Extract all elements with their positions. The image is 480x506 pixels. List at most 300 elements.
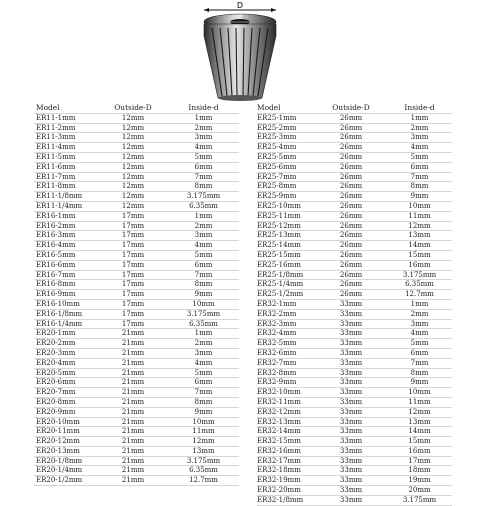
outside-diameter-cell: 21mm bbox=[121, 417, 145, 426]
outside-diameter-cell: 21mm bbox=[121, 476, 145, 485]
inside-diameter-cell: 1mm bbox=[410, 113, 429, 122]
model-cell: ER20-6mm bbox=[36, 378, 76, 387]
inside-diameter-cell: 6mm bbox=[410, 348, 429, 357]
table-row bbox=[34, 339, 239, 349]
table-header-row bbox=[34, 104, 239, 113]
inside-diameter-cell: 2mm bbox=[194, 339, 213, 348]
table-row bbox=[257, 407, 452, 417]
outside-diameter-cell: 33mm bbox=[339, 417, 363, 426]
inside-diameter-cell: 1mm bbox=[194, 329, 213, 338]
outside-diameter-cell: 26mm bbox=[339, 211, 363, 220]
model-cell: ER32-3mm bbox=[257, 319, 297, 328]
inside-diameter-cell: 10mm bbox=[192, 417, 215, 426]
table-row bbox=[257, 368, 452, 378]
inside-diameter-cell: 16mm bbox=[408, 446, 431, 455]
model-cell: ER11-1/8mm bbox=[36, 192, 83, 201]
model-cell: ER25-14mm bbox=[257, 241, 301, 250]
inside-diameter-cell: 7mm bbox=[194, 172, 213, 181]
outside-diameter-cell: 12mm bbox=[121, 133, 145, 142]
model-cell: ER20-12mm bbox=[36, 437, 80, 446]
outside-diameter-cell: 21mm bbox=[121, 388, 145, 397]
inside-diameter-cell: 6mm bbox=[194, 260, 213, 269]
outside-diameter-cell: 26mm bbox=[339, 172, 363, 181]
outside-diameter-cell: 33mm bbox=[339, 299, 363, 308]
outside-diameter-cell: 12mm bbox=[121, 162, 145, 171]
table-row bbox=[34, 329, 239, 339]
outside-diameter-cell: 12mm bbox=[121, 182, 145, 191]
outside-diameter-cell: 26mm bbox=[339, 260, 363, 269]
model-cell: ER16-1/4mm bbox=[36, 319, 83, 328]
table-row bbox=[257, 172, 452, 182]
model-cell: ER20-4mm bbox=[36, 358, 76, 367]
column-header-inside: Inside-d bbox=[404, 104, 435, 112]
table-row bbox=[34, 221, 239, 231]
outside-diameter-cell: 26mm bbox=[339, 113, 363, 122]
model-cell: ER20-8mm bbox=[36, 397, 76, 406]
inside-diameter-cell: 10mm bbox=[408, 201, 431, 210]
model-cell: ER25-1/8mm bbox=[257, 270, 304, 279]
outside-diameter-cell: 17mm bbox=[121, 290, 145, 299]
outside-diameter-cell: 26mm bbox=[339, 162, 363, 171]
outside-diameter-cell: 33mm bbox=[339, 456, 363, 465]
table-row bbox=[34, 143, 239, 153]
inside-diameter-cell: 3mm bbox=[194, 133, 213, 142]
inside-diameter-cell: 6mm bbox=[194, 162, 213, 171]
table-row bbox=[34, 270, 239, 280]
outside-diameter-cell: 33mm bbox=[339, 368, 363, 377]
inside-diameter-cell: 1mm bbox=[194, 211, 213, 220]
inside-diameter-cell: 16mm bbox=[408, 260, 431, 269]
inside-diameter-cell: 1mm bbox=[410, 299, 429, 308]
column-header-model: Model bbox=[257, 104, 281, 112]
outside-diameter-cell: 33mm bbox=[339, 407, 363, 416]
table-row bbox=[34, 133, 239, 143]
outside-diameter-cell: 21mm bbox=[121, 378, 145, 387]
outside-diameter-cell: 33mm bbox=[339, 358, 363, 367]
model-cell: ER32-6mm bbox=[257, 348, 297, 357]
outer-dimension-label: D bbox=[236, 1, 244, 10]
outside-diameter-cell: 26mm bbox=[339, 143, 363, 152]
model-cell: ER32-4mm bbox=[257, 329, 297, 338]
table-row bbox=[34, 299, 239, 309]
outside-diameter-cell: 12mm bbox=[121, 201, 145, 210]
inside-diameter-cell: 8mm bbox=[410, 368, 429, 377]
table-row bbox=[257, 456, 452, 466]
table-row bbox=[257, 133, 452, 143]
outside-diameter-cell: 33mm bbox=[339, 486, 363, 495]
outside-diameter-cell: 21mm bbox=[121, 397, 145, 406]
outside-diameter-cell: 17mm bbox=[121, 231, 145, 240]
outside-diameter-cell: 26mm bbox=[339, 270, 363, 279]
inside-diameter-cell: 13mm bbox=[408, 231, 431, 240]
model-cell: ER25-8mm bbox=[257, 182, 297, 191]
table-row bbox=[34, 241, 239, 251]
inside-diameter-cell: 4mm bbox=[410, 143, 429, 152]
inside-diameter-cell: 4mm bbox=[410, 329, 429, 338]
model-cell: ER16-5mm bbox=[36, 250, 76, 259]
table-row bbox=[34, 456, 239, 466]
model-cell: ER20-11mm bbox=[36, 427, 80, 436]
model-cell: ER32-19mm bbox=[257, 476, 301, 485]
model-cell: ER25-1/2mm bbox=[257, 290, 304, 299]
table-row bbox=[257, 250, 452, 260]
table-row bbox=[34, 309, 239, 319]
inside-diameter-cell: 2mm bbox=[410, 123, 429, 132]
model-cell: ER32-14mm bbox=[257, 427, 301, 436]
model-cell: ER25-1mm bbox=[257, 113, 297, 122]
collet-image bbox=[190, 0, 290, 103]
inside-diameter-cell: 19mm bbox=[408, 476, 431, 485]
inside-diameter-cell: 14mm bbox=[408, 427, 431, 436]
outside-diameter-cell: 17mm bbox=[121, 309, 145, 318]
model-cell: ER32-12mm bbox=[257, 407, 301, 416]
inside-diameter-cell: 11mm bbox=[408, 211, 431, 220]
inside-diameter-cell: 3.175mm bbox=[186, 192, 221, 201]
table-row bbox=[34, 260, 239, 270]
outside-diameter-cell: 26mm bbox=[339, 201, 363, 210]
table-row bbox=[257, 113, 452, 123]
outside-diameter-cell: 21mm bbox=[121, 348, 145, 357]
inside-diameter-cell: 8mm bbox=[410, 182, 429, 191]
outside-diameter-cell: 26mm bbox=[339, 192, 363, 201]
outside-diameter-cell: 26mm bbox=[339, 182, 363, 191]
outside-diameter-cell: 33mm bbox=[339, 378, 363, 387]
table-row bbox=[257, 486, 452, 496]
table-row bbox=[257, 329, 452, 339]
table-row bbox=[34, 437, 239, 447]
inside-diameter-cell: 3.175mm bbox=[186, 456, 221, 465]
inside-diameter-cell: 6.35mm bbox=[189, 201, 218, 210]
inside-diameter-cell: 17mm bbox=[408, 456, 431, 465]
table-row bbox=[257, 231, 452, 241]
model-cell: ER11-5mm bbox=[36, 152, 76, 161]
model-cell: ER11-1/4mm bbox=[36, 201, 83, 210]
outside-diameter-cell: 33mm bbox=[339, 319, 363, 328]
inside-diameter-cell: 2mm bbox=[410, 309, 429, 318]
model-cell: ER16-10mm bbox=[36, 299, 80, 308]
model-cell: ER16-3mm bbox=[36, 231, 76, 240]
outside-diameter-cell: 17mm bbox=[121, 211, 145, 220]
inside-diameter-cell: 3.175mm bbox=[402, 270, 437, 279]
table-row bbox=[257, 201, 452, 211]
table-row bbox=[257, 339, 452, 349]
outside-diameter-cell: 17mm bbox=[121, 221, 145, 230]
inside-diameter-cell: 7mm bbox=[194, 270, 213, 279]
outside-diameter-cell: 26mm bbox=[339, 133, 363, 142]
inside-diameter-cell: 8mm bbox=[194, 280, 213, 289]
outside-diameter-cell: 12mm bbox=[121, 152, 145, 161]
inside-diameter-cell: 8mm bbox=[194, 397, 213, 406]
table-row bbox=[34, 231, 239, 241]
table-header-row bbox=[257, 104, 452, 113]
inside-diameter-cell: 5mm bbox=[194, 368, 213, 377]
model-cell: ER25-1/4mm bbox=[257, 280, 304, 289]
inside-diameter-cell: 14mm bbox=[408, 241, 431, 250]
model-cell: ER11-6mm bbox=[36, 162, 76, 171]
inside-diameter-cell: 11mm bbox=[192, 427, 215, 436]
model-cell: ER32-20mm bbox=[257, 486, 301, 495]
model-cell: ER32-9mm bbox=[257, 378, 297, 387]
table-row bbox=[34, 446, 239, 456]
table-row bbox=[257, 192, 452, 202]
outside-diameter-cell: 33mm bbox=[339, 437, 363, 446]
table-row bbox=[34, 407, 239, 417]
inside-diameter-cell: 3.175mm bbox=[186, 309, 221, 318]
outside-diameter-cell: 12mm bbox=[121, 143, 145, 152]
model-cell: ER25-7mm bbox=[257, 172, 297, 181]
model-cell: ER32-8mm bbox=[257, 368, 297, 377]
table-row bbox=[257, 397, 452, 407]
model-cell: ER25-2mm bbox=[257, 123, 297, 132]
collet-illustration bbox=[190, 0, 290, 103]
outside-diameter-cell: 26mm bbox=[339, 152, 363, 161]
table-row bbox=[34, 368, 239, 378]
table-row bbox=[34, 466, 239, 476]
table-row bbox=[257, 162, 452, 172]
table-row bbox=[34, 417, 239, 427]
outside-diameter-cell: 17mm bbox=[121, 270, 145, 279]
model-cell: ER16-1mm bbox=[36, 211, 76, 220]
model-cell: ER20-9mm bbox=[36, 407, 76, 416]
inside-diameter-cell: 2mm bbox=[194, 123, 213, 132]
outside-diameter-cell: 21mm bbox=[121, 437, 145, 446]
model-cell: ER16-8mm bbox=[36, 280, 76, 289]
inside-diameter-cell: 12.7mm bbox=[189, 476, 218, 485]
outside-diameter-cell: 21mm bbox=[121, 368, 145, 377]
table-row bbox=[34, 358, 239, 368]
table-row bbox=[257, 299, 452, 309]
model-cell: ER32-10mm bbox=[257, 388, 301, 397]
inside-diameter-cell: 12mm bbox=[408, 221, 431, 230]
column-header-inside: Inside-d bbox=[188, 104, 219, 112]
table-row bbox=[257, 495, 452, 505]
model-cell: ER25-13mm bbox=[257, 231, 301, 240]
table-row bbox=[34, 172, 239, 182]
inner-dimension-label: d bbox=[238, 14, 242, 21]
model-cell: ER16-2mm bbox=[36, 221, 76, 230]
outside-diameter-cell: 21mm bbox=[121, 466, 145, 475]
table-row bbox=[257, 290, 452, 300]
model-cell: ER20-5mm bbox=[36, 368, 76, 377]
outside-diameter-cell: 21mm bbox=[121, 427, 145, 436]
inside-diameter-cell: 18mm bbox=[408, 466, 431, 475]
outside-diameter-cell: 33mm bbox=[339, 427, 363, 436]
outside-diameter-cell: 26mm bbox=[339, 123, 363, 132]
inside-diameter-cell: 4mm bbox=[194, 241, 213, 250]
column-header-outside: Outside-D bbox=[332, 104, 370, 112]
table-row bbox=[257, 309, 452, 319]
outside-diameter-cell: 33mm bbox=[339, 476, 363, 485]
outside-diameter-cell: 33mm bbox=[339, 397, 363, 406]
table-row bbox=[34, 182, 239, 192]
spec-table-right bbox=[257, 104, 452, 506]
model-cell: ER25-16mm bbox=[257, 260, 301, 269]
inside-diameter-cell: 20mm bbox=[408, 486, 431, 495]
model-cell: ER32-13mm bbox=[257, 417, 301, 426]
outside-diameter-cell: 17mm bbox=[121, 260, 145, 269]
table-row bbox=[34, 397, 239, 407]
inside-diameter-cell: 11mm bbox=[408, 397, 431, 406]
table-row bbox=[257, 211, 452, 221]
table-row bbox=[34, 280, 239, 290]
model-cell: ER11-4mm bbox=[36, 143, 76, 152]
model-cell: ER32-16mm bbox=[257, 446, 301, 455]
inside-diameter-cell: 2mm bbox=[194, 221, 213, 230]
model-cell: ER16-4mm bbox=[36, 241, 76, 250]
table-row bbox=[257, 476, 452, 486]
column-header-model: Model bbox=[36, 104, 60, 112]
inside-diameter-cell: 9mm bbox=[194, 407, 213, 416]
outside-diameter-cell: 17mm bbox=[121, 241, 145, 250]
table-row bbox=[34, 192, 239, 202]
inside-diameter-cell: 4mm bbox=[194, 358, 213, 367]
model-cell: ER16-9mm bbox=[36, 290, 76, 299]
outside-diameter-cell: 33mm bbox=[339, 446, 363, 455]
inside-diameter-cell: 13mm bbox=[192, 446, 215, 455]
model-cell: ER32-15mm bbox=[257, 437, 301, 446]
outside-diameter-cell: 12mm bbox=[121, 172, 145, 181]
inside-diameter-cell: 1mm bbox=[194, 113, 213, 122]
model-cell: ER25-3mm bbox=[257, 133, 297, 142]
outside-diameter-cell: 21mm bbox=[121, 358, 145, 367]
model-cell: ER11-2mm bbox=[36, 123, 76, 132]
spec-table-left bbox=[34, 104, 239, 486]
inside-diameter-cell: 6mm bbox=[194, 378, 213, 387]
inside-diameter-cell: 12mm bbox=[408, 407, 431, 416]
inside-diameter-cell: 3mm bbox=[194, 231, 213, 240]
model-cell: ER25-5mm bbox=[257, 152, 297, 161]
outside-diameter-cell: 26mm bbox=[339, 280, 363, 289]
table-row bbox=[257, 123, 452, 133]
table-row bbox=[257, 280, 452, 290]
outside-diameter-cell: 26mm bbox=[339, 250, 363, 259]
model-cell: ER25-12mm bbox=[257, 221, 301, 230]
inside-diameter-cell: 5mm bbox=[410, 339, 429, 348]
outside-diameter-cell: 26mm bbox=[339, 290, 363, 299]
model-cell: ER25-10mm bbox=[257, 201, 301, 210]
inside-diameter-cell: 3mm bbox=[410, 133, 429, 142]
outside-diameter-cell: 21mm bbox=[121, 329, 145, 338]
table-row bbox=[34, 378, 239, 388]
outside-diameter-cell: 21mm bbox=[121, 407, 145, 416]
model-cell: ER32-18mm bbox=[257, 466, 301, 475]
model-cell: ER25-9mm bbox=[257, 192, 297, 201]
outside-diameter-cell: 12mm bbox=[121, 123, 145, 132]
table-row bbox=[257, 270, 452, 280]
model-cell: ER32-1mm bbox=[257, 299, 297, 308]
table-row bbox=[34, 162, 239, 172]
table-row bbox=[257, 466, 452, 476]
table-row bbox=[34, 152, 239, 162]
column-header-outside: Outside-D bbox=[114, 104, 152, 112]
table-row bbox=[257, 221, 452, 231]
outside-diameter-cell: 17mm bbox=[121, 319, 145, 328]
inside-diameter-cell: 5mm bbox=[194, 250, 213, 259]
table-row bbox=[34, 476, 239, 486]
table-row bbox=[34, 201, 239, 211]
outside-diameter-cell: 33mm bbox=[339, 466, 363, 475]
inside-diameter-cell: 8mm bbox=[194, 182, 213, 191]
table-row bbox=[257, 182, 452, 192]
inside-diameter-cell: 3mm bbox=[194, 348, 213, 357]
outside-diameter-cell: 26mm bbox=[339, 231, 363, 240]
model-cell: ER20-10mm bbox=[36, 417, 80, 426]
model-cell: ER20-2mm bbox=[36, 339, 76, 348]
table-row bbox=[257, 143, 452, 153]
inside-diameter-cell: 4mm bbox=[194, 143, 213, 152]
inside-diameter-cell: 3mm bbox=[410, 319, 429, 328]
outside-diameter-cell: 21mm bbox=[121, 339, 145, 348]
table-row bbox=[257, 241, 452, 251]
outside-diameter-cell: 17mm bbox=[121, 250, 145, 259]
outside-diameter-cell: 17mm bbox=[121, 299, 145, 308]
table-row bbox=[257, 358, 452, 368]
model-cell: ER11-7mm bbox=[36, 172, 76, 181]
table-row bbox=[257, 446, 452, 456]
table-row bbox=[34, 427, 239, 437]
table-row bbox=[34, 388, 239, 398]
table-row bbox=[34, 113, 239, 123]
inside-diameter-cell: 10mm bbox=[192, 299, 215, 308]
table-row bbox=[257, 378, 452, 388]
outside-diameter-cell: 33mm bbox=[339, 309, 363, 318]
inside-diameter-cell: 9mm bbox=[194, 290, 213, 299]
inside-diameter-cell: 6.35mm bbox=[189, 466, 218, 475]
model-cell: ER32-2mm bbox=[257, 309, 297, 318]
inside-diameter-cell: 12mm bbox=[192, 437, 215, 446]
table-row bbox=[257, 152, 452, 162]
model-cell: ER20-3mm bbox=[36, 348, 76, 357]
outside-diameter-cell: 26mm bbox=[339, 241, 363, 250]
outside-diameter-cell: 33mm bbox=[339, 388, 363, 397]
outside-diameter-cell: 12mm bbox=[121, 192, 145, 201]
table-row bbox=[34, 250, 239, 260]
model-cell: ER16-1/8mm bbox=[36, 309, 83, 318]
outside-diameter-cell: 33mm bbox=[339, 348, 363, 357]
inside-diameter-cell: 7mm bbox=[194, 388, 213, 397]
model-cell: ER25-11mm bbox=[257, 211, 301, 220]
model-cell: ER16-7mm bbox=[36, 270, 76, 279]
inside-diameter-cell: 10mm bbox=[408, 388, 431, 397]
table-row bbox=[257, 437, 452, 447]
inside-diameter-cell: 6.35mm bbox=[189, 319, 218, 328]
model-cell: ER25-15mm bbox=[257, 250, 301, 259]
inside-diameter-cell: 6mm bbox=[410, 162, 429, 171]
model-cell: ER20-1/4mm bbox=[36, 466, 83, 475]
model-cell: ER11-8mm bbox=[36, 182, 76, 191]
table-row bbox=[34, 211, 239, 221]
table-row bbox=[257, 417, 452, 427]
model-cell: ER20-1/8mm bbox=[36, 456, 83, 465]
table-row bbox=[257, 260, 452, 270]
table-row bbox=[257, 388, 452, 398]
inside-diameter-cell: 6.35mm bbox=[405, 280, 434, 289]
inside-diameter-cell: 15mm bbox=[408, 437, 431, 446]
inside-diameter-cell: 5mm bbox=[410, 152, 429, 161]
model-cell: ER32-1/8mm bbox=[257, 495, 304, 504]
inside-diameter-cell: 9mm bbox=[410, 192, 429, 201]
table-row bbox=[257, 427, 452, 437]
table-row bbox=[34, 123, 239, 133]
model-cell: ER32-17mm bbox=[257, 456, 301, 465]
model-cell: ER32-11mm bbox=[257, 397, 301, 406]
inside-diameter-cell: 12.7mm bbox=[405, 290, 434, 299]
model-cell: ER20-1/2mm bbox=[36, 476, 83, 485]
table-row bbox=[257, 319, 452, 329]
inside-diameter-cell: 5mm bbox=[194, 152, 213, 161]
table-row bbox=[34, 348, 239, 358]
table-row bbox=[34, 319, 239, 329]
